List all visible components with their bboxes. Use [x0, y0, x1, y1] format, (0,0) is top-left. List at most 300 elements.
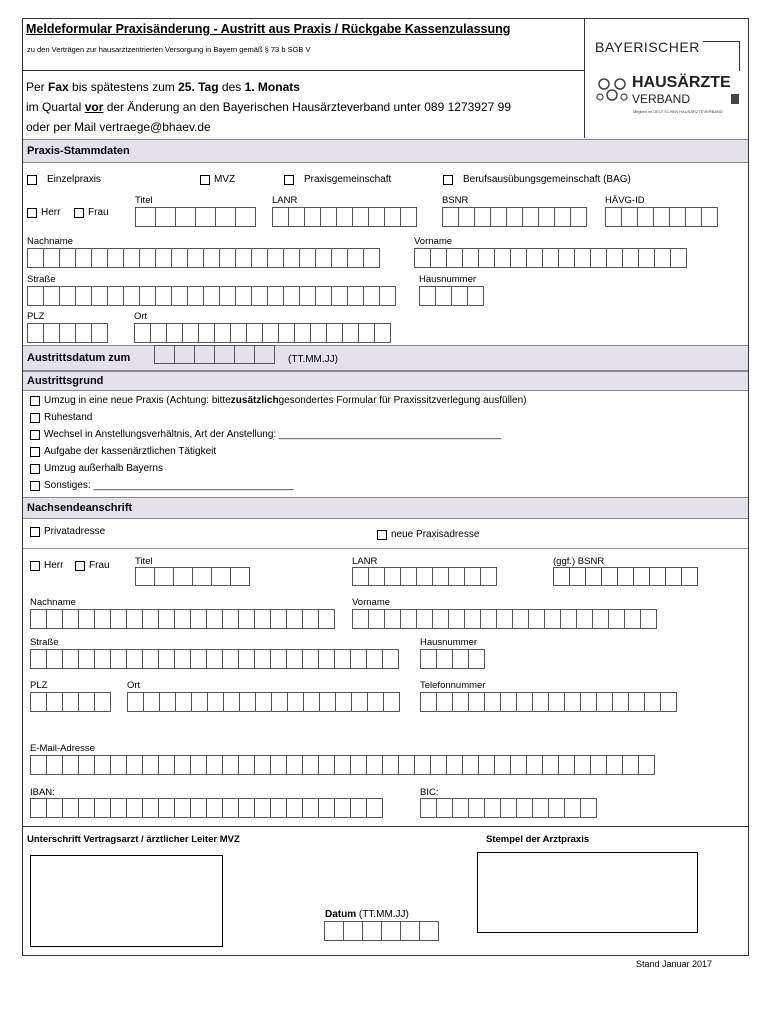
char-box[interactable] [182, 323, 199, 343]
char-box[interactable] [142, 649, 159, 669]
char-box[interactable] [155, 286, 172, 306]
char-box[interactable] [617, 567, 634, 586]
char-box[interactable] [480, 609, 497, 629]
char-box[interactable] [46, 692, 63, 712]
char-box[interactable] [223, 692, 240, 712]
char-box[interactable] [304, 207, 321, 227]
nachsende-herr-checkbox[interactable] [30, 561, 40, 571]
grund-umzug-ausserhalb[interactable]: Umzug außerhalb Bayerns [30, 463, 163, 474]
char-box[interactable] [235, 207, 256, 227]
char-box[interactable] [468, 692, 485, 712]
char-box[interactable] [222, 798, 239, 818]
char-box[interactable] [30, 755, 47, 775]
char-box[interactable] [480, 567, 497, 586]
char-box[interactable] [318, 649, 335, 669]
char-box[interactable] [251, 248, 268, 268]
char-box[interactable] [62, 609, 79, 629]
char-box[interactable] [334, 755, 351, 775]
char-box[interactable] [267, 286, 284, 306]
char-box[interactable] [384, 207, 401, 227]
char-box[interactable] [239, 692, 256, 712]
char-box[interactable] [468, 649, 485, 669]
privatadresse-checkbox[interactable] [30, 527, 40, 537]
char-box[interactable] [171, 248, 188, 268]
char-box[interactable] [238, 649, 255, 669]
char-box[interactable] [468, 798, 485, 818]
char-box[interactable] [384, 609, 401, 629]
char-box[interactable] [91, 286, 108, 306]
einzelpraxis-checkbox[interactable] [27, 175, 37, 185]
char-box[interactable] [142, 755, 159, 775]
char-box[interactable] [351, 692, 368, 712]
char-box[interactable] [420, 798, 437, 818]
grund-aufgabe[interactable]: Aufgabe der kassenärztlichen Tätigkeit [30, 446, 216, 457]
char-box[interactable] [302, 755, 319, 775]
char-box[interactable] [347, 248, 364, 268]
char-box[interactable] [363, 248, 380, 268]
char-box[interactable] [621, 207, 638, 227]
bsnr-input[interactable] [442, 207, 586, 227]
char-box[interactable] [331, 248, 348, 268]
char-box[interactable] [592, 609, 609, 629]
char-box[interactable] [270, 609, 287, 629]
char-box[interactable] [432, 567, 449, 586]
strasse-input[interactable] [27, 286, 395, 306]
char-box[interactable] [251, 286, 268, 306]
char-box[interactable] [400, 921, 420, 941]
char-box[interactable] [382, 649, 399, 669]
char-box[interactable] [430, 248, 447, 268]
char-box[interactable] [159, 692, 176, 712]
char-box[interactable] [484, 798, 501, 818]
char-box[interactable] [174, 649, 191, 669]
char-box[interactable] [270, 798, 287, 818]
grund-ruhestand-checkbox[interactable] [30, 413, 40, 423]
char-box[interactable] [368, 567, 385, 586]
char-box[interactable] [310, 323, 327, 343]
char-box[interactable] [681, 567, 698, 586]
char-box[interactable] [206, 755, 223, 775]
char-box[interactable] [653, 207, 670, 227]
char-box[interactable] [381, 921, 401, 941]
char-box[interactable] [270, 755, 287, 775]
char-box[interactable] [214, 345, 235, 364]
unterschrift-field[interactable] [30, 855, 223, 947]
char-box[interactable] [299, 248, 316, 268]
char-box[interactable] [576, 609, 593, 629]
char-box[interactable] [669, 207, 686, 227]
char-box[interactable] [458, 207, 475, 227]
char-box[interactable] [331, 286, 348, 306]
char-box[interactable] [368, 207, 385, 227]
char-box[interactable] [516, 692, 533, 712]
char-box[interactable] [318, 798, 335, 818]
grund-aufgabe-checkbox[interactable] [30, 447, 40, 457]
austrittsdatum-input[interactable] [154, 345, 274, 364]
char-box[interactable] [464, 609, 481, 629]
nachsende-ort-input[interactable] [127, 692, 399, 712]
char-box[interactable] [558, 755, 575, 775]
char-box[interactable] [451, 286, 468, 306]
char-box[interactable] [175, 207, 196, 227]
char-box[interactable] [214, 323, 231, 343]
char-box[interactable] [230, 567, 250, 586]
char-box[interactable] [548, 692, 565, 712]
char-box[interactable] [230, 323, 247, 343]
char-box[interactable] [107, 248, 124, 268]
neue-praxisadresse-checkbox[interactable] [377, 530, 387, 540]
char-box[interactable] [158, 798, 175, 818]
option-frau[interactable]: Frau [74, 207, 109, 218]
char-box[interactable] [267, 248, 284, 268]
char-box[interactable] [362, 921, 382, 941]
char-box[interactable] [368, 609, 385, 629]
stempel-field[interactable] [477, 852, 698, 933]
char-box[interactable] [478, 755, 495, 775]
char-box[interactable] [560, 609, 577, 629]
char-box[interactable] [435, 286, 452, 306]
char-box[interactable] [254, 755, 271, 775]
char-box[interactable] [158, 609, 175, 629]
praxisgemeinschaft-checkbox[interactable] [284, 175, 294, 185]
char-box[interactable] [110, 798, 127, 818]
char-box[interactable] [574, 248, 591, 268]
char-box[interactable] [302, 609, 319, 629]
nachsende-telefon-input[interactable] [420, 692, 676, 712]
char-box[interactable] [59, 248, 76, 268]
char-box[interactable] [384, 567, 401, 586]
char-box[interactable] [334, 798, 351, 818]
char-box[interactable] [78, 755, 95, 775]
char-box[interactable] [398, 755, 415, 775]
char-box[interactable] [110, 609, 127, 629]
char-box[interactable] [665, 567, 682, 586]
char-box[interactable] [640, 609, 657, 629]
char-box[interactable] [446, 248, 463, 268]
herr-checkbox[interactable] [27, 208, 37, 218]
char-box[interactable] [288, 207, 305, 227]
char-box[interactable] [154, 567, 174, 586]
char-box[interactable] [174, 609, 191, 629]
char-box[interactable] [203, 248, 220, 268]
char-box[interactable] [94, 609, 111, 629]
char-box[interactable] [155, 207, 176, 227]
char-box[interactable] [235, 286, 252, 306]
char-box[interactable] [154, 345, 175, 364]
char-box[interactable] [190, 609, 207, 629]
char-box[interactable] [553, 567, 570, 586]
char-box[interactable] [605, 207, 622, 227]
char-box[interactable] [46, 798, 63, 818]
char-box[interactable] [62, 649, 79, 669]
char-box[interactable] [416, 609, 433, 629]
char-box[interactable] [158, 755, 175, 775]
char-box[interactable] [62, 755, 79, 775]
char-box[interactable] [94, 649, 111, 669]
char-box[interactable] [206, 649, 223, 669]
char-box[interactable] [254, 345, 275, 364]
char-box[interactable] [436, 649, 453, 669]
char-box[interactable] [222, 649, 239, 669]
char-box[interactable] [171, 286, 188, 306]
char-box[interactable] [510, 755, 527, 775]
char-box[interactable] [608, 609, 625, 629]
char-box[interactable] [195, 207, 216, 227]
char-box[interactable] [612, 692, 629, 712]
char-box[interactable] [272, 207, 289, 227]
grund-neue-praxis-checkbox[interactable] [30, 396, 40, 406]
char-box[interactable] [190, 755, 207, 775]
char-box[interactable] [580, 798, 597, 818]
grund-anstellung-checkbox[interactable] [30, 430, 40, 440]
char-box[interactable] [190, 798, 207, 818]
char-box[interactable] [352, 207, 369, 227]
char-box[interactable] [554, 207, 571, 227]
char-box[interactable] [324, 921, 344, 941]
char-box[interactable] [270, 649, 287, 669]
char-box[interactable] [383, 692, 400, 712]
char-box[interactable] [452, 649, 469, 669]
char-box[interactable] [150, 323, 167, 343]
char-box[interactable] [558, 248, 575, 268]
char-box[interactable] [173, 567, 193, 586]
nachname-input[interactable] [27, 248, 379, 268]
char-box[interactable] [27, 286, 44, 306]
char-box[interactable] [526, 248, 543, 268]
char-box[interactable] [238, 755, 255, 775]
char-box[interactable] [538, 207, 555, 227]
char-box[interactable] [500, 798, 517, 818]
char-box[interactable] [215, 207, 236, 227]
option-praxisgemeinschaft[interactable]: Praxisgemeinschaft [284, 174, 391, 185]
char-box[interactable] [234, 345, 255, 364]
char-box[interactable] [484, 692, 501, 712]
char-box[interactable] [238, 609, 255, 629]
plz-input[interactable] [27, 323, 107, 343]
char-box[interactable] [436, 798, 453, 818]
char-box[interactable] [254, 798, 271, 818]
char-box[interactable] [478, 248, 495, 268]
char-box[interactable] [570, 207, 587, 227]
char-box[interactable] [238, 798, 255, 818]
titel-input[interactable] [135, 207, 255, 227]
char-box[interactable] [222, 755, 239, 775]
char-box[interactable] [246, 323, 263, 343]
char-box[interactable] [174, 345, 195, 364]
char-box[interactable] [123, 248, 140, 268]
char-box[interactable] [174, 755, 191, 775]
char-box[interactable] [654, 248, 671, 268]
char-box[interactable] [419, 921, 439, 941]
char-box[interactable] [358, 323, 375, 343]
char-box[interactable] [59, 323, 76, 343]
char-box[interactable] [94, 798, 111, 818]
char-box[interactable] [27, 323, 44, 343]
char-box[interactable] [452, 798, 469, 818]
option-bag[interactable]: Berufsausübungsgemeinschaft (BAG) [443, 174, 631, 185]
char-box[interactable] [78, 649, 95, 669]
char-box[interactable] [419, 286, 436, 306]
char-box[interactable] [75, 286, 92, 306]
nachsende-email-input[interactable] [30, 755, 654, 775]
char-box[interactable] [127, 692, 144, 712]
bag-checkbox[interactable] [443, 175, 453, 185]
char-box[interactable] [271, 692, 288, 712]
char-box[interactable] [62, 798, 79, 818]
char-box[interactable] [286, 609, 303, 629]
char-box[interactable] [318, 609, 335, 629]
char-box[interactable] [43, 248, 60, 268]
char-box[interactable] [638, 248, 655, 268]
char-box[interactable] [94, 755, 111, 775]
lanr-input[interactable] [272, 207, 416, 227]
char-box[interactable] [91, 323, 108, 343]
char-box[interactable] [315, 286, 332, 306]
char-box[interactable] [379, 286, 396, 306]
char-box[interactable] [46, 755, 63, 775]
nachsende-hausnummer-input[interactable] [420, 649, 484, 669]
char-box[interactable] [462, 248, 479, 268]
char-box[interactable] [192, 567, 212, 586]
char-box[interactable] [366, 755, 383, 775]
char-box[interactable] [206, 609, 223, 629]
char-box[interactable] [366, 798, 383, 818]
char-box[interactable] [254, 609, 271, 629]
char-box[interactable] [110, 649, 127, 669]
option-mvz[interactable]: MVZ [200, 174, 235, 185]
char-box[interactable] [262, 323, 279, 343]
char-box[interactable] [350, 755, 367, 775]
char-box[interactable] [367, 692, 384, 712]
char-box[interactable] [670, 248, 687, 268]
char-box[interactable] [633, 567, 650, 586]
char-box[interactable] [660, 692, 677, 712]
char-box[interactable] [30, 798, 47, 818]
char-box[interactable] [30, 692, 47, 712]
grund-anstellung[interactable]: Wechsel in Anstellungsverhältnis, Art der Anstellung: ________________________________________ [30, 429, 501, 440]
char-box[interactable] [462, 755, 479, 775]
char-box[interactable] [500, 692, 517, 712]
char-box[interactable] [494, 248, 511, 268]
hausnummer-input[interactable] [419, 286, 483, 306]
char-box[interactable] [352, 609, 369, 629]
option-neue-praxisadresse[interactable]: neue Praxisadresse [377, 529, 479, 540]
char-box[interactable] [336, 207, 353, 227]
grund-ruhestand[interactable]: Ruhestand [30, 412, 92, 423]
char-box[interactable] [516, 798, 533, 818]
char-box[interactable] [649, 567, 666, 586]
char-box[interactable] [569, 567, 586, 586]
char-box[interactable] [207, 692, 224, 712]
char-box[interactable] [526, 755, 543, 775]
char-box[interactable] [622, 248, 639, 268]
nachsende-vorname-input[interactable] [352, 609, 656, 629]
char-box[interactable] [126, 798, 143, 818]
char-box[interactable] [283, 248, 300, 268]
char-box[interactable] [548, 798, 565, 818]
char-box[interactable] [628, 692, 645, 712]
nachsende-lanr-input[interactable] [352, 567, 496, 586]
char-box[interactable] [420, 649, 437, 669]
char-box[interactable] [78, 609, 95, 629]
char-box[interactable] [400, 207, 417, 227]
nachsende-option-frau[interactable]: Frau [75, 560, 110, 571]
char-box[interactable] [219, 248, 236, 268]
char-box[interactable] [532, 692, 549, 712]
nachsende-plz-input[interactable] [30, 692, 110, 712]
char-box[interactable] [62, 692, 79, 712]
char-box[interactable] [110, 755, 127, 775]
char-box[interactable] [347, 286, 364, 306]
char-box[interactable] [496, 609, 513, 629]
char-box[interactable] [320, 207, 337, 227]
char-box[interactable] [187, 248, 204, 268]
char-box[interactable] [315, 248, 332, 268]
char-box[interactable] [302, 649, 319, 669]
nachsende-option-herr[interactable]: Herr [30, 560, 63, 571]
char-box[interactable] [544, 609, 561, 629]
char-box[interactable] [94, 692, 111, 712]
char-box[interactable] [198, 323, 215, 343]
haevg-id-input[interactable] [605, 207, 717, 227]
char-box[interactable] [685, 207, 702, 227]
char-box[interactable] [452, 692, 469, 712]
char-box[interactable] [414, 755, 431, 775]
mvz-checkbox[interactable] [200, 175, 210, 185]
char-box[interactable] [286, 755, 303, 775]
char-box[interactable] [400, 567, 417, 586]
char-box[interactable] [126, 609, 143, 629]
char-box[interactable] [448, 609, 465, 629]
char-box[interactable] [522, 207, 539, 227]
char-box[interactable] [590, 248, 607, 268]
char-box[interactable] [334, 649, 351, 669]
char-box[interactable] [596, 692, 613, 712]
char-box[interactable] [585, 567, 602, 586]
char-box[interactable] [590, 755, 607, 775]
nachsende-bic-input[interactable] [420, 798, 596, 818]
char-box[interactable] [542, 755, 559, 775]
char-box[interactable] [512, 609, 529, 629]
char-box[interactable] [254, 649, 271, 669]
char-box[interactable] [474, 207, 491, 227]
char-box[interactable] [436, 692, 453, 712]
char-box[interactable] [606, 248, 623, 268]
char-box[interactable] [299, 286, 316, 306]
char-box[interactable] [134, 323, 151, 343]
char-box[interactable] [400, 609, 417, 629]
char-box[interactable] [467, 286, 484, 306]
char-box[interactable] [494, 755, 511, 775]
grund-sonstiges-checkbox[interactable] [30, 481, 40, 491]
char-box[interactable] [78, 692, 95, 712]
nachsende-strasse-input[interactable] [30, 649, 398, 669]
char-box[interactable] [580, 692, 597, 712]
char-box[interactable] [139, 286, 156, 306]
char-box[interactable] [187, 286, 204, 306]
char-box[interactable] [78, 798, 95, 818]
option-einzelpraxis[interactable]: Einzelpraxis [27, 174, 101, 185]
nachsende-bsnr-input[interactable] [553, 567, 697, 586]
char-box[interactable] [564, 692, 581, 712]
char-box[interactable] [190, 649, 207, 669]
char-box[interactable] [326, 323, 343, 343]
char-box[interactable] [222, 609, 239, 629]
grund-sonstiges[interactable]: Sonstiges: ____________________________________ [30, 480, 294, 491]
char-box[interactable] [528, 609, 545, 629]
char-box[interactable] [318, 755, 335, 775]
char-box[interactable] [342, 323, 359, 343]
